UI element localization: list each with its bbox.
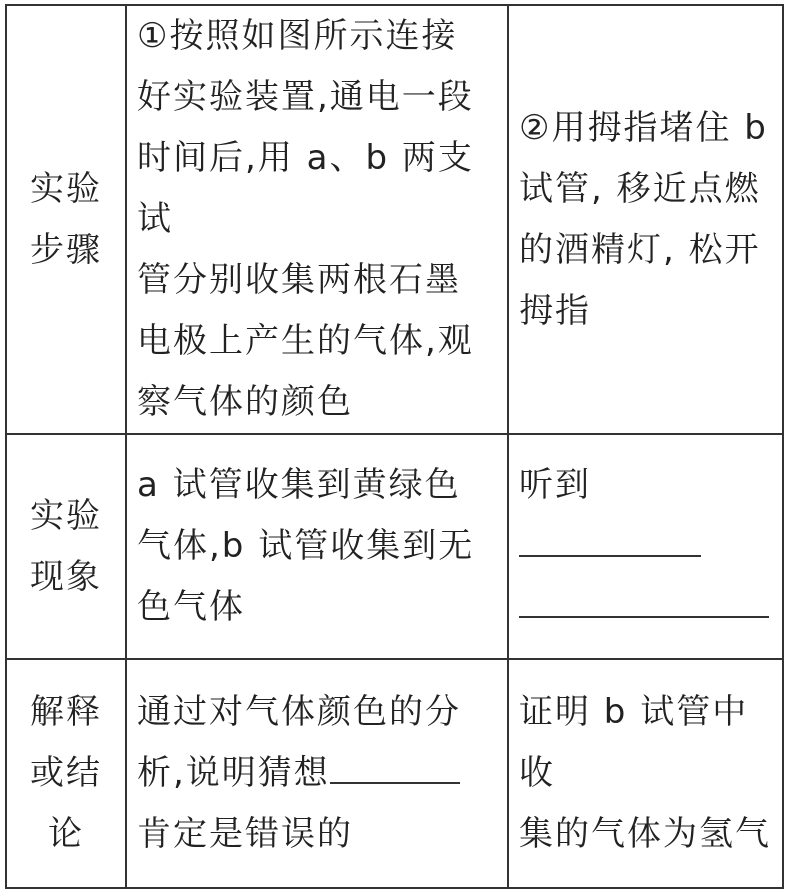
cell-line: 察气体的颜色	[137, 382, 353, 422]
guess-label: 析,说明猜想	[137, 753, 330, 793]
cell-line: 时间后,用 a、b 两支试	[137, 138, 474, 239]
row-header-conclusion	[6, 659, 126, 888]
row-header-line: 或结论	[30, 753, 102, 854]
cell-line: ①按照如图所示连接	[137, 16, 458, 56]
cell-line	[519, 455, 772, 577]
cell-line: 管分别收集两根石墨	[137, 260, 461, 300]
cell-line	[137, 743, 497, 804]
row-header-phenomena	[6, 434, 126, 659]
table-row-steps	[6, 5, 783, 434]
cell-line: a 试管收集到黄绿色	[137, 465, 461, 505]
cell-line: 好实验装置,通电一段	[137, 77, 474, 117]
row-header-line: 现象	[30, 556, 102, 597]
listen-label: 听到	[519, 465, 591, 505]
cell-line: 集的气体为氢气	[519, 814, 771, 854]
cell-line: ②用拇指堵住 b	[519, 107, 768, 148]
cell-line: 色气体	[137, 587, 245, 627]
cell-line: 证明 b 试管中收	[519, 692, 749, 793]
phenomena-cell-1	[126, 434, 508, 659]
conclusion-cell-1	[126, 659, 508, 888]
steps-cell-1	[126, 5, 508, 434]
cell-line: 肯定是错误的	[137, 814, 353, 854]
answer-blank-sound[interactable]	[519, 555, 701, 557]
steps-cell-2	[508, 5, 783, 434]
answer-blank-sound-cont[interactable]	[519, 616, 769, 618]
table-row-conclusion	[6, 659, 783, 888]
cell-line: 拇指	[519, 290, 591, 331]
cell-line	[519, 577, 772, 638]
experiment-table	[5, 4, 784, 889]
row-header-steps	[6, 5, 126, 434]
cell-line: 试管, 移近点燃	[519, 168, 761, 209]
conclusion-cell-2	[508, 659, 783, 888]
phenomena-cell-2	[508, 434, 783, 659]
row-header-line: 实验	[30, 495, 102, 536]
cell-line: 气体,b 试管收集到无	[137, 526, 475, 566]
cell-line: 通过对气体颜色的分	[137, 692, 461, 732]
row-header-line: 解释	[30, 692, 102, 732]
cell-line: 的酒精灯, 松开	[519, 229, 761, 270]
answer-blank-guess[interactable]	[330, 782, 460, 784]
table-row-phenomena	[6, 434, 783, 659]
row-header-line: 步骤	[30, 229, 102, 270]
row-header-line: 实验	[30, 168, 102, 209]
cell-line: 电极上产生的气体,观	[137, 321, 474, 361]
